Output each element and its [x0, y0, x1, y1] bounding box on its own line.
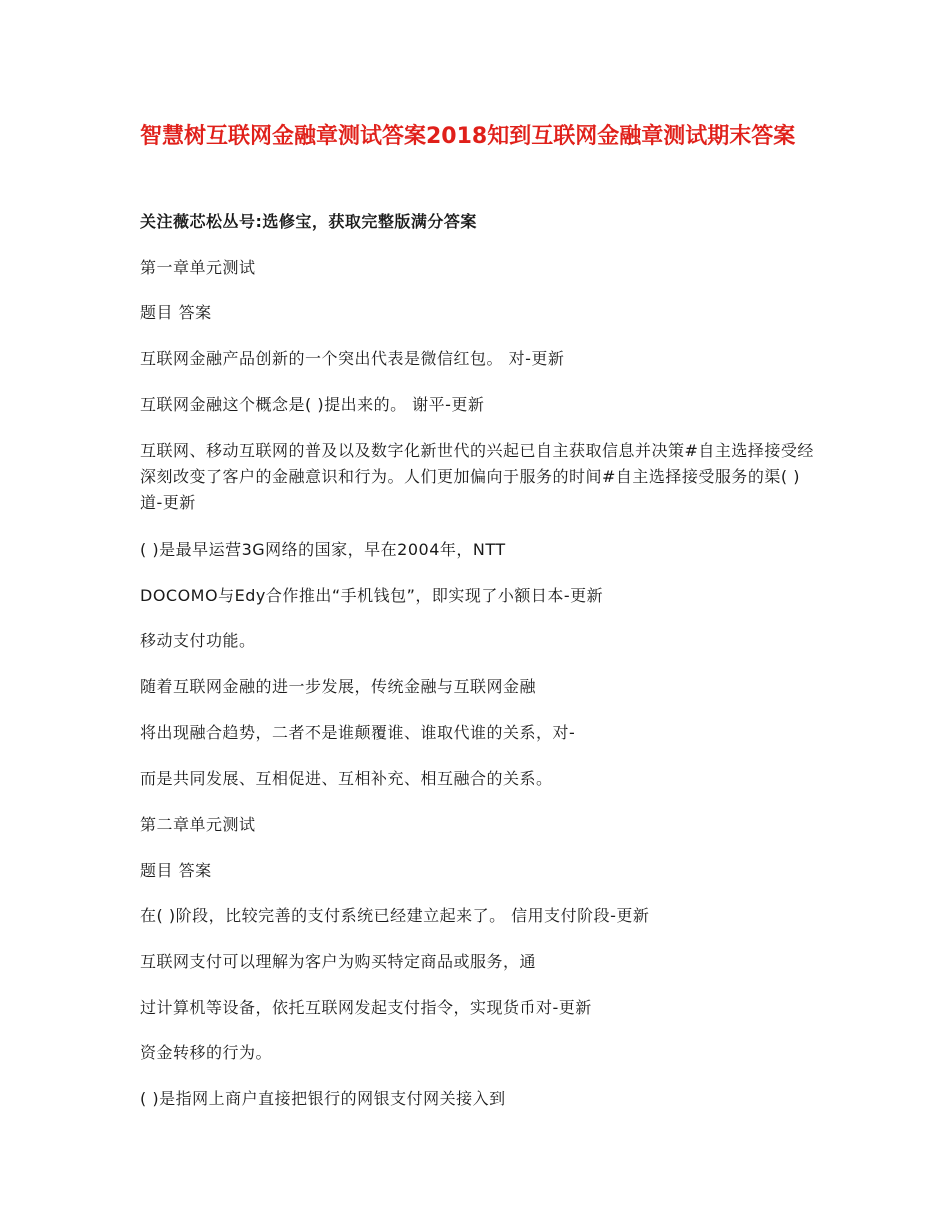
table-header: 题目 答案 [140, 861, 212, 880]
question-line: 随着互联网金融的进一步发展，传统金融与互联网金融 [140, 677, 537, 696]
question-line: 互联网支付可以理解为客户为购买特定商品或服务，通 [140, 952, 537, 971]
question-paragraph: 互联网、移动互联网的普及以及数字化新世代的兴起已自主获取信息并决策#自主选择接受经深刻改变了客户的金融意识和行为。人们更加偏向于服务的时间#自主选择接受服务的渠( ) 道-更新 [140, 441, 814, 512]
table-header: 题目 答案 [140, 303, 212, 322]
question-line: 互联网金融这个概念是( )提出来的。 谢平-更新 [140, 395, 485, 414]
question-line: 移动支付功能。 [140, 631, 256, 650]
chapter-heading: 第二章单元测试 [140, 815, 256, 834]
document-title: 智慧树互联网金融章测试答案2018知到互联网金融章测试期末答案 [140, 124, 796, 149]
promo-line: 关注薇芯松丛号:选修宝，获取完整版满分答案 [140, 212, 477, 231]
question-line: ( )是指网上商户直接把银行的网银支付网关接入到 [140, 1089, 506, 1108]
question-line: ( )是最早运营3G网络的国家，早在2004年，NTT [140, 540, 506, 559]
question-line: 过计算机等设备，依托互联网发起支付指令，实现货币对-更新 [140, 998, 592, 1017]
question-line: 而是共同发展、互相促进、互相补充、相互融合的关系。 [140, 769, 553, 788]
question-line: DOCOMO与Edy合作推出“手机钱包”，即实现了小额日本-更新 [140, 586, 604, 605]
question-line: 在( )阶段，比较完善的支付系统已经建立起来了。 信用支付阶段-更新 [140, 906, 650, 925]
question-line: 将出现融合趋势，二者不是谁颠覆谁、谁取代谁的关系，对- [140, 723, 576, 742]
question-line: 资金转移的行为。 [140, 1043, 273, 1062]
chapter-heading: 第一章单元测试 [140, 258, 256, 277]
question-line: 互联网金融产品创新的一个突出代表是微信红包。 对-更新 [140, 349, 565, 368]
